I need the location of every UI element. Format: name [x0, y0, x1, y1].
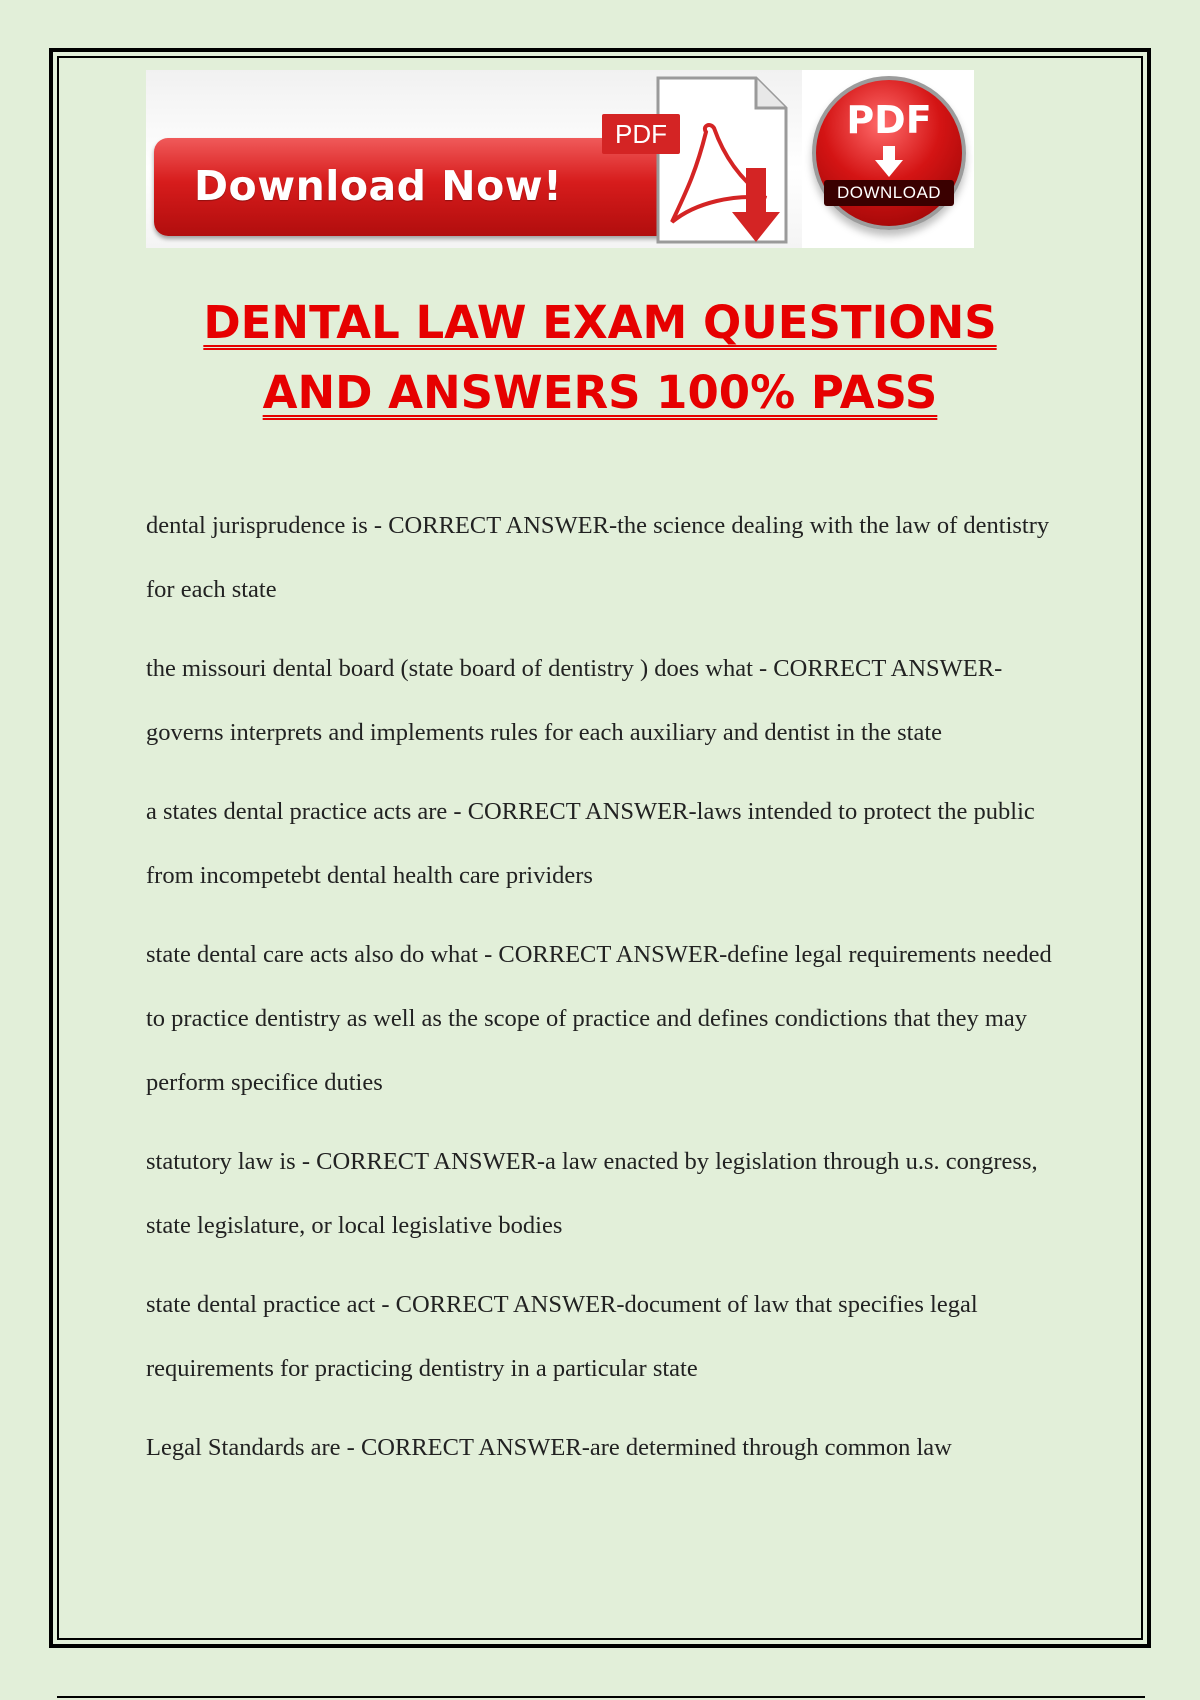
qa-item: Legal Standards are - CORRECT ANSWER-are determined through common law	[146, 1434, 952, 1461]
banner-background	[146, 70, 806, 248]
qa-list	[146, 494, 1066, 1495]
qa-item: the missouri dental board (state board of dentistry ) does what - CORRECT ANSWER-governs interprets and implements rules for each auxiliary and dentist in the state	[146, 655, 1003, 746]
qa-item: dental jurisprudence is - CORRECT ANSWER-the science dealing with the law of dentistry for each state	[146, 512, 1050, 603]
download-banner[interactable]	[146, 70, 974, 248]
qa-item: a states dental practice acts are - CORRECT ANSWER-laws intended to protect the public from incompetebt dental health care prividers	[146, 798, 1035, 889]
download-arrow-icon	[874, 146, 904, 178]
pdf-download-badge[interactable]	[802, 70, 974, 248]
qa-item: state dental practice act - CORRECT ANSWER-document of law that specifies legal requirements for practicing dentistry in a particular state	[146, 1291, 978, 1382]
footer-rule	[57, 1696, 1145, 1698]
pdf-file-icon	[596, 72, 796, 248]
document-title	[146, 288, 1054, 428]
document-title-line-1: DENTAL LAW EXAM QUESTIONS	[203, 296, 997, 349]
pdf-file-graphic	[596, 72, 796, 248]
download-now-label: Download Now!	[194, 162, 563, 210]
document-title-line-2: AND ANSWERS 100% PASS	[262, 366, 938, 419]
pdf-badge-circle	[812, 76, 966, 230]
pdf-file-tag: PDF	[602, 114, 680, 154]
qa-item: state dental care acts also do what - CORRECT ANSWER-define legal requirements needed to practice dentistry as well as the scope of practice and defines condictions that they may perform specifice duties	[146, 941, 1052, 1096]
pdf-badge-title: PDF	[846, 98, 932, 142]
qa-item: statutory law is - CORRECT ANSWER-a law enacted by legislation through u.s. congress, state legislature, or local legislative bodies	[146, 1148, 1038, 1239]
pdf-badge-label: DOWNLOAD	[824, 180, 954, 206]
